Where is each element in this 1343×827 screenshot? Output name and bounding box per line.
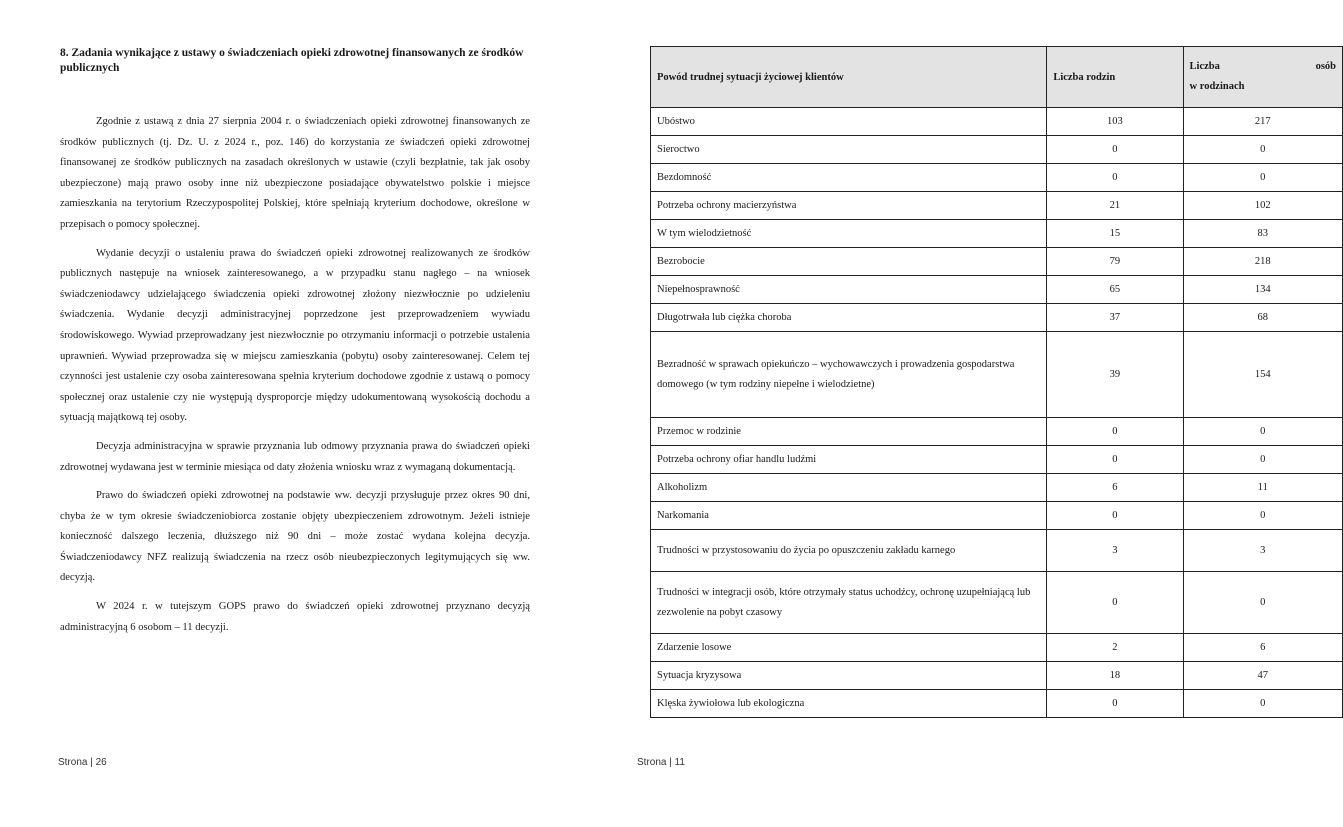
table-row <box>651 332 1343 418</box>
cell-reason: Potrzeba ochrony macierzyństwa <box>651 192 1047 220</box>
cell-reason: Klęska żywiołowa lub ekologiczna <box>651 690 1047 718</box>
paragraph: Zgodnie z ustawą z dnia 27 sierpnia 2004 r. o świadczeniach opieki zdrowotnej finansowanych ze środków publicznych (tj. Dz. U. z 2024 r., poz. 146) do korzystania ze świadczeń opieki zdrowotnej finansowanej ze środków publicznych na zasadach określonych w ustawie (czyli bezpłatnie, tak jak osoby ubezpieczone) mają prawo osoby inne niż ubezpieczone posiadające obywatelstwo polskie i miejsce zamieszkania na terytorium Rzeczypospolitej Polskiej, które spełniają kryterium dochodowe, określone w przepisach o pomocy społecznej. <box>60 116 530 230</box>
right-page <box>585 0 1336 827</box>
table-row <box>651 446 1343 474</box>
cell-families: 37 <box>1047 304 1183 332</box>
cell-families: 0 <box>1047 446 1183 474</box>
table-row <box>651 690 1343 718</box>
cell-reason: Przemoc w rodzinie <box>651 418 1047 446</box>
cell-persons: 11 <box>1183 474 1342 502</box>
table-row <box>651 136 1343 164</box>
cell-persons: 218 <box>1183 248 1342 276</box>
cell-families: 0 <box>1047 418 1183 446</box>
header-reason: Powód trudnej sytuacji życiowej klientów <box>651 47 1047 108</box>
section-title: 8. Zadania wynikające z ustawy o świadczeniach opieki zdrowotnej finansowanych ze środków publicznych <box>60 47 524 74</box>
cell-reason: Bezradność w sprawach opiekuńczo – wychowawczych i prowadzenia gospodarstwa domowego (w tym rodziny niepełne i wielodzietne) <box>651 332 1047 418</box>
page-number-footer: Strona | 26 <box>58 757 107 768</box>
paragraph: Prawo do świadczeń opieki zdrowotnej na podstawie ww. decyzji przysługuje przez okres 90 dni, chyba że w tym okresie świadczeniobiorca zostanie objęty ubezpieczeniem zdrowotnym. Jeżeli istnieje konieczność dalszego leczenia, dłuższego niż 90 dni – może zostać wydana kolejna decyzja. Świadczeniodawcy NFZ realizują świadczenia na rzecz osób nieubezpieczonych legitymujących się ww. decyzją. <box>60 490 530 584</box>
cell-reason: Bezdomność <box>651 164 1047 192</box>
table-row <box>651 662 1343 690</box>
cell-families: 39 <box>1047 332 1183 418</box>
cell-reason: Alkoholizm <box>651 474 1047 502</box>
cell-persons: 47 <box>1183 662 1342 690</box>
cell-reason: W tym wielodzietność <box>651 220 1047 248</box>
paragraph: Wydanie decyzji o ustaleniu prawa do świadczeń opieki zdrowotnej realizowanych ze środków publicznych następuje na wniosek zainteresowanego, a w przypadku stanu nagłego – na wniosek świadczeniodawcy udzielającego świadczenia opieki zdrowotnej złożony niezwłocznie po udzieleniu świadczenia. Wydanie decyzji administracyjnej poprzedzone jest przeprowadzeniem wywiadu środowiskowego. Wywiad przeprowadzany jest niezwłocznie po otrzymaniu informacji o potrzebie ustalenia uprawnień. Wywiad przeprowadza się w miejscu zamieszkania (pobytu) osoby zainteresowanej. Celem tej czynności jest ustalenie czy osoba zainteresowana spełnia kryterium dochodowe zgodnie z ustawą o pomocy społecznej oraz ustalenie czy nie występują dysproporcje między udokumentowaną wysokością dochodu a sytuacją majątkową tej osoby. <box>60 247 530 424</box>
table-row <box>651 164 1343 192</box>
cell-reason: Potrzeba ochrony ofiar handlu ludźmi <box>651 446 1047 474</box>
table-row <box>651 418 1343 446</box>
cell-reason: Długotrwała lub ciężka choroba <box>651 304 1047 332</box>
table-header-row <box>651 47 1343 108</box>
cell-families: 15 <box>1047 220 1183 248</box>
table-row <box>651 304 1343 332</box>
cell-reason: Narkomania <box>651 502 1047 530</box>
table-row <box>651 502 1343 530</box>
cell-families: 18 <box>1047 662 1183 690</box>
cell-families: 6 <box>1047 474 1183 502</box>
cell-reason: Ubóstwo <box>651 108 1047 136</box>
cell-families: 0 <box>1047 136 1183 164</box>
cell-persons: 0 <box>1183 572 1342 634</box>
cell-families: 0 <box>1047 690 1183 718</box>
body-text <box>60 112 530 646</box>
table-row <box>651 572 1343 634</box>
table-row <box>651 108 1343 136</box>
cell-families: 2 <box>1047 634 1183 662</box>
cell-reason: Trudności w przystosowaniu do życia po opuszczeniu zakładu karnego <box>651 530 1047 572</box>
cell-families: 79 <box>1047 248 1183 276</box>
header-persons-line2: w rodzinach <box>1189 81 1245 92</box>
cell-families: 65 <box>1047 276 1183 304</box>
table-row <box>651 276 1343 304</box>
cell-reason: Trudności w integracji osób, które otrzymały status uchodźcy, ochronę uzupełniającą lub zezwolenie na pobyt czasowy <box>651 572 1047 634</box>
cell-persons: 154 <box>1183 332 1342 418</box>
header-persons-word2: osób <box>1315 61 1336 72</box>
cell-families: 0 <box>1047 164 1183 192</box>
cell-families: 0 <box>1047 572 1183 634</box>
paragraph: Decyzja administracyjna w sprawie przyznania lub odmowy przyznania prawa do świadczeń opieki zdrowotnej wydawana jest w terminie miesiąca od daty złożenia wniosku wraz z wymaganą dokumentacją. <box>60 440 530 473</box>
page-number-footer: Strona | 11 <box>637 757 685 768</box>
table-row <box>651 474 1343 502</box>
cell-persons: 0 <box>1183 690 1342 718</box>
cell-persons: 68 <box>1183 304 1342 332</box>
reasons-table <box>650 46 1343 718</box>
cell-persons: 6 <box>1183 634 1342 662</box>
cell-persons: 102 <box>1183 192 1342 220</box>
cell-families: 0 <box>1047 502 1183 530</box>
cell-reason: Sytuacja kryzysowa <box>651 662 1047 690</box>
table-row <box>651 192 1343 220</box>
cell-persons: 134 <box>1183 276 1342 304</box>
cell-reason: Bezrobocie <box>651 248 1047 276</box>
cell-families: 21 <box>1047 192 1183 220</box>
paragraph: W 2024 r. w tutejszym GOPS prawo do świadczeń opieki zdrowotnej przyznano decyzją administracyjną 6 osobom – 11 decyzji. <box>60 601 530 633</box>
cell-reason: Sieroctwo <box>651 136 1047 164</box>
cell-families: 103 <box>1047 108 1183 136</box>
cell-persons: 0 <box>1183 502 1342 530</box>
cell-persons: 0 <box>1183 136 1342 164</box>
cell-persons: 83 <box>1183 220 1342 248</box>
table-row <box>651 530 1343 572</box>
cell-reason: Niepełnosprawność <box>651 276 1047 304</box>
header-persons <box>1183 47 1342 108</box>
table-row <box>651 634 1343 662</box>
cell-persons: 217 <box>1183 108 1342 136</box>
cell-families: 3 <box>1047 530 1183 572</box>
cell-persons: 0 <box>1183 446 1342 474</box>
table-row <box>651 220 1343 248</box>
table-row <box>651 248 1343 276</box>
header-families: Liczba rodzin <box>1047 47 1183 108</box>
left-page <box>0 0 585 827</box>
cell-persons: 0 <box>1183 164 1342 192</box>
cell-persons: 0 <box>1183 418 1342 446</box>
cell-persons: 3 <box>1183 530 1342 572</box>
cell-reason: Zdarzenie losowe <box>651 634 1047 662</box>
header-persons-word1: Liczba <box>1189 61 1220 72</box>
